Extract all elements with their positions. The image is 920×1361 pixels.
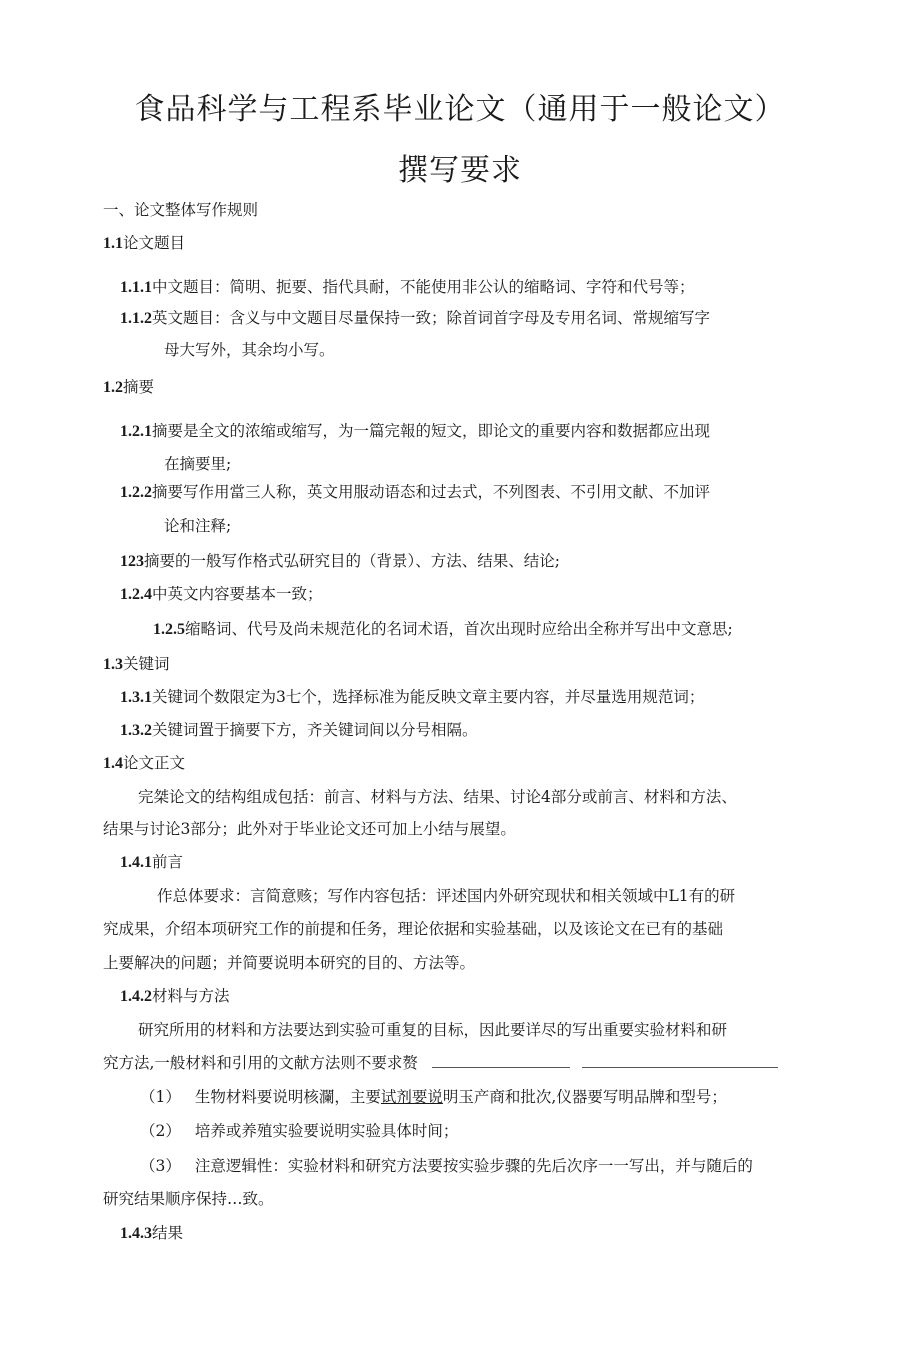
item-1-1-2: 1.1.2英文题目：含义与中文题目尽量保持一致；除首词首字母及专用名词、常规缩写字 [120, 309, 711, 327]
heading-1-4-3: 1.4.3结果 [120, 1224, 184, 1242]
paragraph-1-4-2-line1: 研究所用的材料和方法要达到实验可重复的目标，因此要详尽的写出重要实验材料和研 [138, 1021, 728, 1039]
paragraph-1-4-1-line3: 上要解决的问题；并简要说明本研究的目的、方法等。 [103, 954, 476, 972]
document-title: 食品科学与工程系毕业论文（通用于一般论文） [134, 92, 786, 127]
item-1-2-4: 1.2.4中英文内容要基本一致； [120, 585, 323, 603]
paragraph-1-4-line2: 结果与讨论3部分；此外对于毕业论文还可加上小结与展望。 [103, 820, 516, 838]
blank-underline [432, 1053, 570, 1068]
paragraph-1-4-2-line2: 究方法,一般材料和引用的文献方法则不要求赘 [103, 1053, 778, 1073]
list-item-2: （2） 培养或养殖实验要说明实验具体时间； [140, 1122, 459, 1140]
item-1-3-1: 1.3.1关键词个数限定为3七个，选择标准为能反映文章主要内容，并尽量选用规范词； [120, 688, 705, 706]
item-1-2-2: 1.2.2摘要写作用當三人称，英文用服动语态和过去式，不列图表、不引用文献、不加评 [120, 483, 711, 501]
item-1-1-1: 1.1.1中文题目：简明、扼要、指代具耐，不能使用非公认的缩略词、字符和代号等； [120, 278, 695, 296]
list-item-3: （3） 注意逻辑性：实验材料和研究方法要按实验步骤的先后次序一一写出，并与随后的 [140, 1157, 753, 1175]
heading-1-4-1: 1.4.1前言 [120, 853, 184, 871]
heading-1-1: 1.1论文题目 [103, 234, 186, 252]
list-item-1: （1） 生物材料要说明核瀾，主要试剂要说明玉产商和批次,仪器要写明品牌和型号； [140, 1088, 727, 1106]
item-1-2-3: 123摘要的一般写作格式弘研究目的（背景）、方法、结果、结论; [120, 552, 560, 570]
item-1-3-2: 1.3.2关键词置于摘要下方，齐关键词间以分号相隔。 [120, 721, 478, 739]
item-1-2-1-continued: 在摘要里; [164, 455, 232, 473]
item-1-1-2-continued: 母大写外，其余均小写。 [164, 341, 335, 359]
item-1-2-1: 1.2.1摘要是全文的浓缩或缩写，为一篇完報的短文，即论文的重要内容和数据都应出现 [120, 422, 711, 440]
item-1-2-2-continued: 论和注释; [164, 517, 232, 535]
heading-1-2: 1.2摘要 [103, 378, 155, 396]
paragraph-1-4-1-line1: 作总体要求：言简意赅；写作内容包括：评述国内外研究现状和相关领域中L1有的研 [157, 887, 736, 905]
document-subtitle: 撰写要求 [398, 153, 522, 188]
item-1-2-5: 1.2.5缩略词、代号及尚未规范化的名词术语，首次出现时应给出全称并写出中文意思; [153, 620, 733, 638]
blank-underline [582, 1053, 778, 1068]
paragraph-1-4-line1: 完桀论文的结构组成包括：前言、材料与方法、结果、讨论4部分或前言、材料和方法、 [138, 788, 737, 806]
section-heading-1: 一、论文整体写作规则 [103, 201, 259, 219]
heading-1-3: 1.3关键词 [103, 655, 170, 673]
list-item-3-continued: 研究结果顺序保持…致。 [103, 1190, 274, 1208]
paragraph-1-4-1-line2: 究成果，介绍本项研究工作的前提和任务，理论依据和实验基础，以及该论文在已有的基础 [103, 920, 724, 938]
heading-1-4: 1.4论文正文 [103, 754, 186, 772]
heading-1-4-2: 1.4.2材料与方法 [120, 987, 230, 1005]
